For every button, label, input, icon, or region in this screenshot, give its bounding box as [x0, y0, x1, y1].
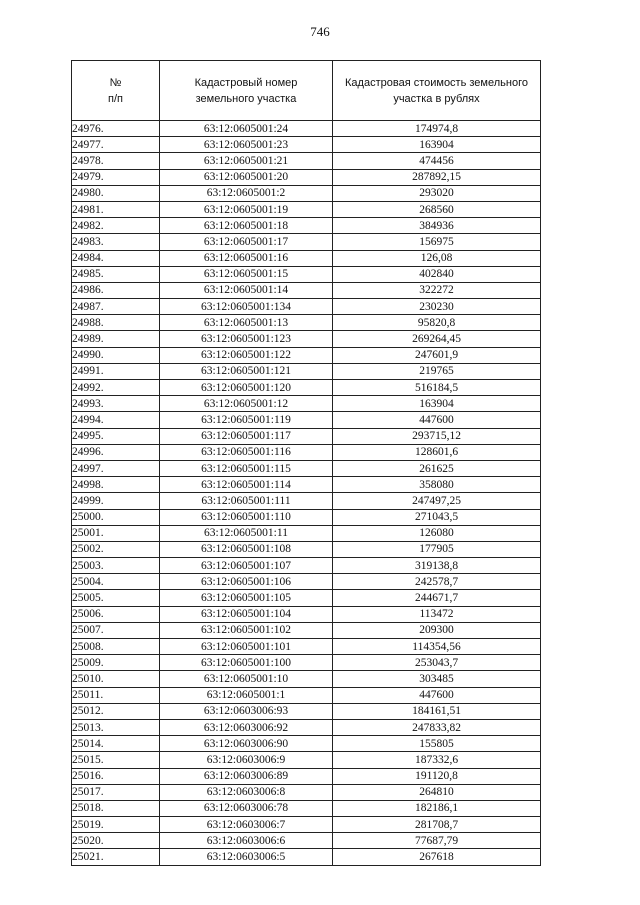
cadastral-number: 63:12:0605001:119 [160, 412, 333, 428]
cadastral-number: 63:12:0605001:24 [160, 121, 333, 137]
row-number: 25012. [72, 703, 160, 719]
table-row [72, 558, 541, 574]
table-row [72, 541, 541, 557]
cadastral-cost: 126,08 [333, 250, 541, 266]
cadastral-number: 63:12:0605001:102 [160, 622, 333, 638]
row-number: 25003. [72, 558, 160, 574]
table-row [72, 768, 541, 784]
cadastral-number: 63:12:0605001:16 [160, 250, 333, 266]
table-row [72, 687, 541, 703]
cadastral-cost: 269264,45 [333, 331, 541, 347]
table-row [72, 412, 541, 428]
row-number: 25000. [72, 509, 160, 525]
row-number: 24986. [72, 282, 160, 298]
row-number: 25001. [72, 525, 160, 541]
table-row [72, 493, 541, 509]
table-row [72, 752, 541, 768]
row-number: 24985. [72, 266, 160, 282]
cadastral-cost: 242578,7 [333, 574, 541, 590]
row-number: 24995. [72, 428, 160, 444]
table-row [72, 428, 541, 444]
table-row [72, 282, 541, 298]
table-row [72, 444, 541, 460]
cadastral-cost: 155805 [333, 736, 541, 752]
table-row [72, 703, 541, 719]
cadastral-number: 63:12:0605001:19 [160, 201, 333, 217]
cadastral-cost: 209300 [333, 622, 541, 638]
cadastral-cost: 128601,6 [333, 444, 541, 460]
cadastral-cost: 267618 [333, 849, 541, 865]
cadastral-number: 63:12:0605001:15 [160, 266, 333, 282]
row-number: 24976. [72, 121, 160, 137]
row-number: 24979. [72, 169, 160, 185]
cadastral-number: 63:12:0603006:6 [160, 833, 333, 849]
cadastral-cost: 293020 [333, 185, 541, 201]
cadastral-number: 63:12:0603006:8 [160, 784, 333, 800]
cadastral-cost: 322272 [333, 282, 541, 298]
cadastral-cost: 126080 [333, 525, 541, 541]
row-number: 24998. [72, 477, 160, 493]
cadastral-number: 63:12:0605001:104 [160, 606, 333, 622]
cadastral-cost: 77687,79 [333, 833, 541, 849]
cadastral-number: 63:12:0605001:115 [160, 460, 333, 476]
cadastral-cost: 247601,9 [333, 347, 541, 363]
cadastral-cost: 474456 [333, 153, 541, 169]
cadastral-cost: 253043,7 [333, 655, 541, 671]
row-number: 24982. [72, 218, 160, 234]
cadastral-cost: 447600 [333, 687, 541, 703]
row-number: 25009. [72, 655, 160, 671]
cadastral-cost: 219765 [333, 363, 541, 379]
cadastral-number: 63:12:0605001:18 [160, 218, 333, 234]
cadastral-number: 63:12:0603006:78 [160, 800, 333, 816]
row-number: 24994. [72, 412, 160, 428]
cadastral-cost: 191120,8 [333, 768, 541, 784]
cadastral-cost: 402840 [333, 266, 541, 282]
cadastral-cost: 187332,6 [333, 752, 541, 768]
cadastral-number: 63:12:0605001:123 [160, 331, 333, 347]
row-number: 24984. [72, 250, 160, 266]
table-row [72, 185, 541, 201]
cadastral-number: 63:12:0605001:106 [160, 574, 333, 590]
row-number: 25018. [72, 800, 160, 816]
table-row [72, 299, 541, 315]
cadastral-number: 63:12:0605001:1 [160, 687, 333, 703]
cadastral-cost: 271043,5 [333, 509, 541, 525]
cadastral-cost: 384936 [333, 218, 541, 234]
header-cadastral-cost: Кадастровая стоимость земельного участка в рублях [333, 61, 541, 121]
table-row [72, 460, 541, 476]
table-row [72, 363, 541, 379]
cadastral-cost: 244671,7 [333, 590, 541, 606]
row-number: 25008. [72, 639, 160, 655]
row-number: 25017. [72, 784, 160, 800]
table-row [72, 250, 541, 266]
cadastral-number: 63:12:0605001:120 [160, 380, 333, 396]
row-number: 25016. [72, 768, 160, 784]
row-number: 25011. [72, 687, 160, 703]
cadastral-number: 63:12:0603006:92 [160, 719, 333, 735]
header-number: № п/п [72, 61, 160, 121]
cadastral-number: 63:12:0605001:108 [160, 541, 333, 557]
row-number: 24996. [72, 444, 160, 460]
cadastral-number: 63:12:0605001:21 [160, 153, 333, 169]
table-row [72, 137, 541, 153]
table-row [72, 380, 541, 396]
header-cadastral-number: Кадастровый номер земельного участка [160, 61, 333, 121]
cadastral-number: 63:12:0605001:107 [160, 558, 333, 574]
row-number: 24987. [72, 299, 160, 315]
cadastral-number: 63:12:0603006:9 [160, 752, 333, 768]
table-row [72, 234, 541, 250]
cadastral-cost: 268560 [333, 201, 541, 217]
table-row [72, 153, 541, 169]
cadastral-number: 63:12:0605001:116 [160, 444, 333, 460]
cadastral-number: 63:12:0603006:5 [160, 849, 333, 865]
table-row [72, 849, 541, 865]
cadastral-cost: 163904 [333, 137, 541, 153]
table-row [72, 671, 541, 687]
table-row [72, 121, 541, 137]
cadastral-number: 63:12:0605001:121 [160, 363, 333, 379]
cadastral-cost: 184161,51 [333, 703, 541, 719]
row-number: 24997. [72, 460, 160, 476]
cadastral-number: 63:12:0605001:105 [160, 590, 333, 606]
row-number: 25015. [72, 752, 160, 768]
table-row [72, 574, 541, 590]
row-number: 24989. [72, 331, 160, 347]
cadastral-cost: 247833,82 [333, 719, 541, 735]
table-body [72, 121, 541, 866]
table-row [72, 477, 541, 493]
row-number: 25013. [72, 719, 160, 735]
cadastral-cost: 319138,8 [333, 558, 541, 574]
table-row [72, 331, 541, 347]
table-row [72, 590, 541, 606]
table-header-row [72, 61, 541, 121]
cadastral-value-table [71, 60, 541, 866]
row-number: 25014. [72, 736, 160, 752]
page-number: 746 [310, 24, 330, 39]
table-row [72, 719, 541, 735]
cadastral-cost: 287892,15 [333, 169, 541, 185]
table-row [72, 525, 541, 541]
row-number: 24999. [72, 493, 160, 509]
row-number: 24980. [72, 185, 160, 201]
cadastral-cost: 261625 [333, 460, 541, 476]
cadastral-cost: 293715,12 [333, 428, 541, 444]
cadastral-cost: 95820,8 [333, 315, 541, 331]
cadastral-number: 63:12:0605001:134 [160, 299, 333, 315]
cadastral-number: 63:12:0605001:23 [160, 137, 333, 153]
cadastral-number: 63:12:0603006:93 [160, 703, 333, 719]
cadastral-number: 63:12:0605001:101 [160, 639, 333, 655]
row-number: 24978. [72, 153, 160, 169]
row-number: 25007. [72, 622, 160, 638]
cadastral-cost: 230230 [333, 299, 541, 315]
table-row [72, 266, 541, 282]
cadastral-number: 63:12:0603006:7 [160, 817, 333, 833]
row-number: 25019. [72, 817, 160, 833]
cadastral-number: 63:12:0605001:14 [160, 282, 333, 298]
cadastral-cost: 247497,25 [333, 493, 541, 509]
cadastral-cost: 177905 [333, 541, 541, 557]
cadastral-cost: 113472 [333, 606, 541, 622]
table-row [72, 606, 541, 622]
table-row [72, 396, 541, 412]
cadastral-number: 63:12:0603006:90 [160, 736, 333, 752]
table-row [72, 315, 541, 331]
cadastral-number: 63:12:0605001:12 [160, 396, 333, 412]
row-number: 24993. [72, 396, 160, 412]
row-number: 24977. [72, 137, 160, 153]
cadastral-cost: 303485 [333, 671, 541, 687]
cadastral-number: 63:12:0605001:114 [160, 477, 333, 493]
row-number: 25002. [72, 541, 160, 557]
table-row [72, 169, 541, 185]
table-row [72, 509, 541, 525]
table-row [72, 736, 541, 752]
cadastral-number: 63:12:0605001:11 [160, 525, 333, 541]
cadastral-cost: 174974,8 [333, 121, 541, 137]
row-number: 25006. [72, 606, 160, 622]
cadastral-cost: 156975 [333, 234, 541, 250]
cadastral-number: 63:12:0605001:100 [160, 655, 333, 671]
cadastral-number: 63:12:0605001:2 [160, 185, 333, 201]
row-number: 24992. [72, 380, 160, 396]
cadastral-number: 63:12:0605001:20 [160, 169, 333, 185]
table-row [72, 800, 541, 816]
row-number: 25021. [72, 849, 160, 865]
row-number: 25010. [72, 671, 160, 687]
row-number: 24981. [72, 201, 160, 217]
table-row [72, 784, 541, 800]
table-row [72, 201, 541, 217]
row-number: 24988. [72, 315, 160, 331]
table-row [72, 817, 541, 833]
cadastral-cost: 447600 [333, 412, 541, 428]
table-row [72, 639, 541, 655]
row-number: 24991. [72, 363, 160, 379]
cadastral-cost: 114354,56 [333, 639, 541, 655]
cadastral-cost: 163904 [333, 396, 541, 412]
cadastral-number: 63:12:0605001:122 [160, 347, 333, 363]
cadastral-cost: 182186,1 [333, 800, 541, 816]
cadastral-number: 63:12:0605001:110 [160, 509, 333, 525]
table-row [72, 218, 541, 234]
table-row [72, 833, 541, 849]
row-number: 24983. [72, 234, 160, 250]
cadastral-number: 63:12:0603006:89 [160, 768, 333, 784]
cadastral-number: 63:12:0605001:17 [160, 234, 333, 250]
cadastral-number: 63:12:0605001:10 [160, 671, 333, 687]
table-row [72, 622, 541, 638]
cadastral-cost: 358080 [333, 477, 541, 493]
cadastral-cost: 264810 [333, 784, 541, 800]
table-row [72, 655, 541, 671]
cadastral-number: 63:12:0605001:111 [160, 493, 333, 509]
row-number: 25005. [72, 590, 160, 606]
table-row [72, 347, 541, 363]
cadastral-number: 63:12:0605001:13 [160, 315, 333, 331]
cadastral-number: 63:12:0605001:117 [160, 428, 333, 444]
cadastral-cost: 516184,5 [333, 380, 541, 396]
row-number: 25020. [72, 833, 160, 849]
cadastral-cost: 281708,7 [333, 817, 541, 833]
row-number: 25004. [72, 574, 160, 590]
row-number: 24990. [72, 347, 160, 363]
